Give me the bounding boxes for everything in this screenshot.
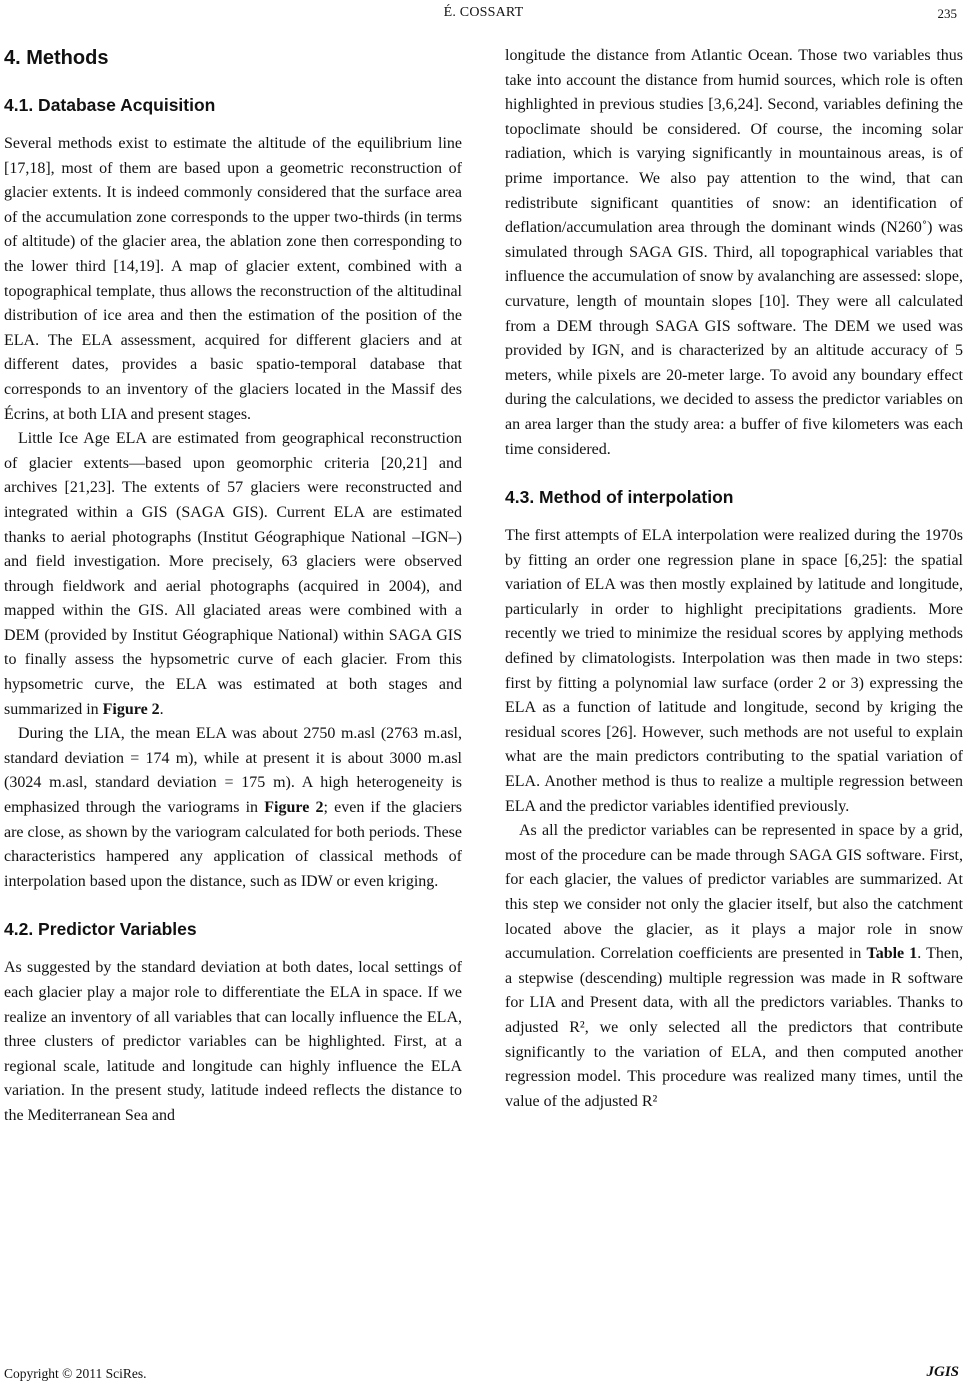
paragraph-database-3 xyxy=(4,722,462,894)
paragraph-text: Little Ice Age ELA are estimated from geographical reconstruction of glacier extents—based upon geomorphic criteria [20,21] and archives [21,23]. The extents of 57 glaciers were reconstructed and integrated within a GIS (SAGA GIS). Current ELA are estimated thanks to aerial photographs (Institut Géographique National –IGN–) and field investigation. More precisely, 63 glaciers were observed through fieldwork and aerial photographs (acquired in 2004), and mapped within the GIS. All glaciated areas were combined with a DEM (provided by Institut Géographique National) within SAGA GIS to finally assess the hypsometric curve of each glacier. From this hypsometric curve, the ELA was estimated at both stages and summarized in xyxy=(4,430,462,718)
paragraph-text: During the LIA, the mean ELA was about 2750 m.asl (2763 m.asl, standard deviation = 174 m), while at present it is about 3000 m.asl (3024 m.asl, standard deviation = 175 m). A high heterogeneity is emphasized through the variograms in xyxy=(4,725,462,817)
subsection-title-predictors: 4.2. Predictor Variables xyxy=(4,919,197,940)
table-reference: Table 1 xyxy=(866,945,918,963)
figure-reference: Figure 2 xyxy=(102,700,160,718)
section-title-methods: 4. Methods xyxy=(4,47,109,69)
paragraph-text: . Then, a stepwise (descending) multiple regression was made in R software for LIA and Present data, with all the predictors variables. Thanks to adjusted R², we only selected all the predictors that contribute significantly to the variation of ELA, and then computed another regression model. This procedure was realized many times, until the value of the adjusted R² xyxy=(505,945,964,1110)
copyright-notice: Copyright © 2011 SciRes. xyxy=(4,1366,147,1381)
paragraph-text: As all the predictor variables can be represented in space by a grid, most of the procedure can be made through SAGA GIS software. First, for each glacier, the values of predictor variables are summarized. At this step we consider not only the glacier itself, but also the catchment located above the glacier, as it plays a major role in snow accumulation. Correlation coefficients are presented in xyxy=(505,822,963,963)
paragraph-text: ; even if the glaciers are close, as shown by the variogram calculated for both periods. These characteristics hampered any application of classical methods of interpolation based upon the distance, such as IDW or even kriging. xyxy=(4,799,463,890)
subsection-title-interpolation: 4.3. Method of interpolation xyxy=(505,487,734,508)
left-column xyxy=(4,44,462,1129)
journal-abbreviation: JGIS xyxy=(926,1364,959,1380)
subsection-title-database: 4.1. Database Acquisition xyxy=(4,95,216,115)
figure-reference: Figure 2 xyxy=(264,799,324,817)
paragraph-predictors-1: As suggested by the standard deviation at both dates, local settings of each glacier play a major role to differentiate the ELA in space. If we realize an inventory of all variables that can locally influence the ELA, three clusters of predictor variables can be highlighted. First, at a regional scale, latitude and longitude can highly influence the ELA variation. In the present study, latitude indeed reflects the distance to the Mediterranean Sea and xyxy=(4,959,462,1124)
running-head: É. COSSART xyxy=(443,5,524,20)
page-number: 235 xyxy=(937,6,957,21)
paragraph-interpolation-1: The first attempts of ELA interpolation were realized during the 1970s by fitting an order one regression plane in space [6,25]: the spatial variation of ELA was then mostly explained by latitude and longitude, particularly in order to highlight precipitations gradients. More recently we tried to minimize the residual scores by applying methods defined by climatologists. Interpolation was then made in two steps: first by fitting a polynomial law surface (order 2 or 3) expressing the ELA as a function of latitude and longitude, second by kriging the residual scores [26]. However, such methods are not useful to explain what are the main predictors contributing to the spatial variation of ELA. Another method is thus to realize a multiple regression between ELA and the predictor variables identified previously. xyxy=(505,527,963,815)
paragraph-database-2 xyxy=(4,427,462,722)
right-column xyxy=(505,44,963,1114)
paragraph-predictors-1-continued: longitude the distance from Atlantic Ocean. Those two variables thus take into account the distance from humid sources, which role is often highlighted in previous studies [3,6,24]. Second, variables defining the topoclimate should be considered. Of course, the incoming solar radiation, which is varying significantly in mountainous areas, is of prime importance. We also pay attention to the wind, that can redistribute significant quantities of snow: an identification of deflation/accumulation area through the dominant winds (N260˚) was simulated through SAGA GIS. Third, all topographical variables that influence the accumulation of snow by avalanching are assessed: slope, curvature, length of mountain slopes [10]. They were all calculated from a DEM through SAGA GIS software. The DEM we used was provided by IGN, and is characterized by an altitude accuracy of 5 meters, while pixels are 20-meter large. To avoid any boundary effect during the calculations, we decided to assess the predictor variables on an area larger than the study area: a buffer of five kilometers was each time considered. xyxy=(505,47,963,458)
paragraph-database-1: Several methods exist to estimate the altitude of the equilibrium line [17,18], most of them are based upon a geometric reconstruction of glacier extents. It is indeed commonly considered that the surface area of the accumulation zone corresponds to the upper two-thirds (in terms of altitude) of the glacier area, the ablation zone then corresponding to the lower third [14,19]. A map of glacier extent, combined with a topographical template, thus allows the reconstruction of the altitudinal distribution of ice area and then the estimation of the position of the ELA. The ELA assessment, acquired for different glaciers and at different dates, provides a basic spatio-temporal database that corresponds to an inventory of the glaciers located in the Massif des Écrins, at both LIA and present stages. xyxy=(4,135,462,423)
paragraph-text: . xyxy=(159,700,164,718)
paragraph-interpolation-2 xyxy=(505,819,963,1114)
